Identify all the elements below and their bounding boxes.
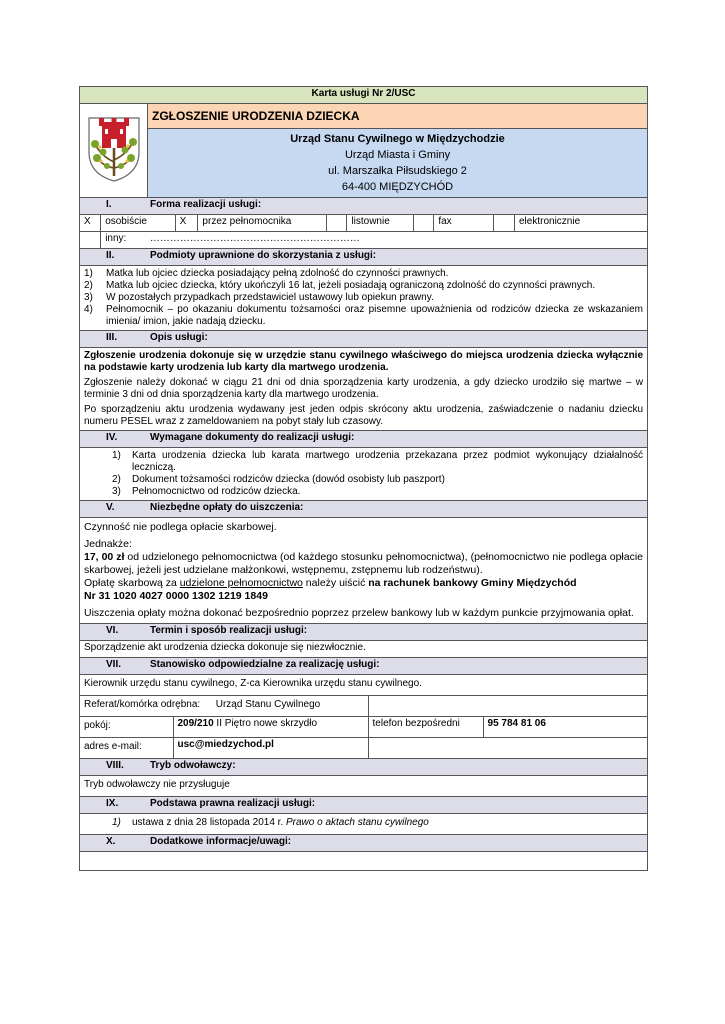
option-5-mark[interactable] (494, 215, 515, 232)
section-10-header: X. Dodatkowe informacje/uwagi: (80, 835, 648, 852)
section-5-title: Niezbędne opłaty do uiszczenia: (150, 502, 304, 513)
email-value[interactable]: usc@miedzychod.pl (173, 738, 368, 759)
section-8-title: Tryb odwoławczy: (150, 760, 236, 771)
list-item: 1) Karta urodzenia dziecka lub karata martwego urodzenia przekazana przez podmiot wykonujący działalność leczniczą. (112, 450, 644, 473)
section-4-header: IV. Wymagane dokumenty do realizacji usługi: (80, 431, 648, 448)
department-value: Urząd Stanu Cywilnego (215, 699, 321, 710)
email-label: adres e-mail: (80, 738, 173, 759)
section-6-header: VI. Termin i sposób realizacji usługi: (80, 624, 648, 641)
list-item: 3) Pełnomocnictwo od rodziców dziecka. (112, 486, 301, 497)
office-info (148, 129, 648, 198)
fees (80, 518, 648, 624)
list-item: 2) Matka lub ojciec dziecka, który ukończyli 16 lat, jeżeli posiadają ograniczoną zdolność do czynności prawnych. (84, 280, 596, 291)
section-5-header: V. Niezbędne opłaty do uiszczenia: (80, 501, 648, 518)
section-10-title: Dodatkowe informacje/uwagi: (150, 836, 292, 847)
option-1-label: osobiście (101, 215, 175, 232)
section-7-title: Stanowisko odpowiedzialne za realizację usługi: (150, 659, 380, 670)
section-6-title: Termin i sposób realizacji usługi: (150, 625, 308, 636)
service-card (79, 86, 648, 871)
option-other-value[interactable]: ……………………………………………………… (149, 233, 360, 244)
list-item: 3) W pozostałych przypadkach przedstawiciel ustawowy lub opiekun prawny. (84, 292, 434, 303)
section-7-header: VII. Stanowisko odpowiedzialne za realizację usługi: (80, 658, 648, 675)
department (80, 696, 368, 717)
office-name: Urząd Stanu Cywilnego w Międzychodzie (290, 133, 505, 145)
legal-basis: 1) ustawa z dnia 28 listopada 2014 r. Prawo o aktach stanu cywilnego (80, 814, 648, 835)
bank-account: Nr 31 1020 4027 0000 1302 1219 1849 (84, 590, 268, 602)
entitled-list (80, 266, 648, 331)
option-5-label: elektronicznie (515, 215, 648, 232)
option-1-mark[interactable]: X (80, 215, 101, 232)
fees-payment-line: Opłatę skarbową za udzielone pełnomocnictwo należy uiścić na rachunek bankowy Gminy Międzychód (84, 577, 577, 589)
department-label: Referat/komórka odrębna: (84, 699, 201, 710)
description-p2: Po sporządzeniu aktu urodzenia wydawany jest jeden odpis skrócony aktu urodzenia, zaświadczenie o nadaniu dziecku numeru PESEL wraz z zameldowaniem na pobyt stały lub czasowy. (84, 404, 644, 427)
section-9-header: IX. Podstawa prawna realizacji usługi: (80, 797, 648, 814)
section-3-title: Opis usługi: (150, 332, 208, 343)
list-item: 1) Matka lub ojciec dziecka posiadający pełną zdolność do czynności prawnych. (84, 268, 449, 279)
contact-details (80, 696, 648, 759)
room-value: 209/210 II Piętro nowe skrzydło (173, 717, 368, 738)
appeal-text: Tryb odwoławczy nie przysługuje (80, 776, 648, 797)
fees-last-line: Uiszczenia opłaty można dokonać bezpośrednio poprzez przelew bankowy lub w każdym punkcie przyjmowania opłat. (84, 607, 634, 619)
option-2-mark[interactable]: X (175, 215, 198, 232)
documents-list (80, 448, 648, 501)
list-item: 2) Dokument tożsamości rodziców dziecka (dowód osobisty lub paszport) (112, 474, 445, 485)
delivery-options (80, 215, 648, 249)
phone-value[interactable]: 95 784 81 06 (483, 717, 648, 738)
section-4-title: Wymagane dokumenty do realizacji usługi: (150, 432, 355, 443)
coat-of-arms (80, 104, 148, 198)
office-line-1: Urząd Miasta i Gminy (344, 149, 451, 161)
responsible-text: Kierownik urzędu stanu cywilnego, Z-ca Kierownika urzędu stanu cywilnego. (80, 675, 648, 696)
fees-line-1: Czynność nie podlega opłacie skarbowej. (84, 521, 277, 533)
option-4-label: fax (434, 215, 494, 232)
option-4-mark[interactable] (413, 215, 434, 232)
room-label: pokój: (80, 717, 173, 738)
section-9-title: Podstawa prawna realizacji usługi: (150, 798, 316, 809)
section-2-title: Podmioty uprawnione do skorzystania z usługi: (150, 250, 377, 261)
office-line-3: 64-400 MIĘDZYCHÓD (341, 181, 454, 193)
option-2-label: przez pełnomocnika (198, 215, 326, 232)
service-name: ZGŁOSZENIE URODZENIA DZIECKA (148, 104, 648, 129)
option-3-mark[interactable] (326, 215, 347, 232)
option-other-mark[interactable] (80, 232, 101, 249)
option-other (101, 232, 647, 249)
service-description (80, 348, 648, 431)
section-1-title: Forma realizacji usługi: (150, 199, 262, 210)
additional-info[interactable] (80, 852, 648, 871)
office-line-2: ul. Marszałka Piłsudskiego 2 (328, 165, 467, 177)
section-8-header: VIII. Tryb odwoławczy: (80, 759, 648, 776)
card-title: Karta usługi Nr 2/USC (80, 87, 648, 104)
section-2-header: II. Podmioty uprawnione do skorzystania z usługi: (80, 249, 648, 266)
description-bold: Zgłoszenie urodzenia dokonuje się w urzędzie stanu cywilnego właściwego do miejsca urodzenia dziecka wyłącznie na podstawie karty urodzenia lub karty dla martwego urodzenia. (84, 350, 644, 373)
deadline-text: Sporządzenie akt urodzenia dziecka dokonuje się niezwłocznie. (80, 641, 648, 658)
option-other-label: inny: (105, 233, 127, 244)
section-3-header: III. Opis usługi: (80, 331, 648, 348)
list-item: 4) Pełnomocnik – po okazaniu dokumentu tożsamości oraz pisemne upoważnienia od rodziców dziecka ze wskazaniem imienia/ imion, jakie nadają dziecku. (84, 304, 644, 327)
fee-amount: 17, 00 zł (84, 551, 125, 563)
coat-of-arms-icon (85, 114, 143, 184)
fees-amount-line: 17, 00 zł od udzielonego pełnomocnictwa (od każdego stosunku pełnomocnictwa), (pełnomocnictwo nie podlega opłacie skarbowej, jeżeli jest udzielane małżonkowi, wstępnemu, zstępnemu lub rodzeństwu). (84, 551, 644, 576)
section-1-header: I. Forma realizacji usługi: (80, 198, 648, 215)
fees-line-2: Jednakże: (84, 538, 132, 550)
option-3-label: listownie (347, 215, 413, 232)
phone-label: telefon bezpośredni (368, 717, 483, 738)
description-p1: Zgłoszenie należy dokonać w ciągu 21 dni od dnia sporządzenia karty urodzenia, a gdy dziecko urodziło się martwe – w terminie 3 dni od dnia sporządzenia karty dla martwego urodzenia. (84, 377, 644, 400)
